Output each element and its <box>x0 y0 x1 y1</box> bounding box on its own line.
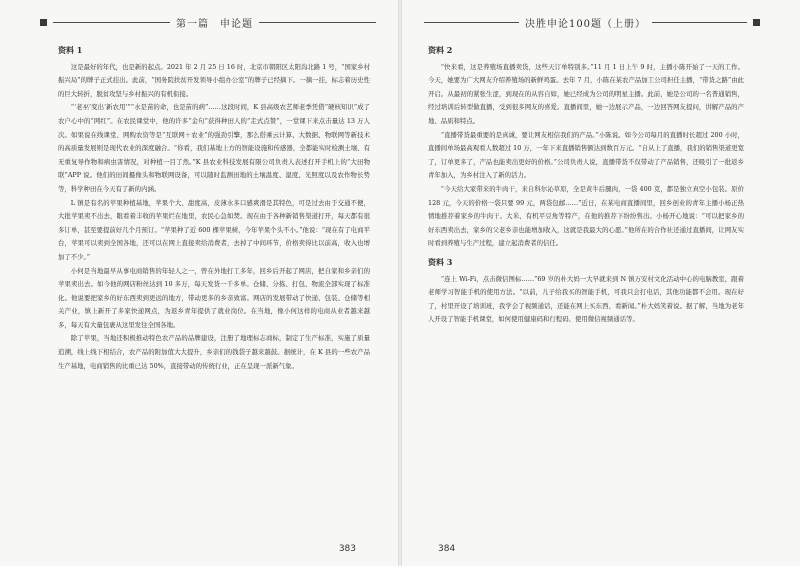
paragraph: “直播带货最重要的是真诚，要让网友相信我们的产品。”小陈说。如今公司每月的直播时长超过 200 小时，直播间单场最高观看人数超过 10 万，一年下来直播销售额达到数百万元。“自从上了直播，我们的销售渠道更宽了，订单更多了，产品也能卖出更好的价格。”公司负责人说，直播带货不仅带动了产品销售，还吸引了一批返乡青年加入，为乡村注入了新的活力。 <box>428 130 744 180</box>
header-part-title: 第一篇 申论题 <box>176 18 253 30</box>
square-bullet-icon <box>40 19 47 26</box>
paragraph: 这是最好的年代，也是新的起点。2021 年 2 月 25 日 16 时，北京市朝阳区太阳沟北路 1 号，“国家乡村振兴局”的牌子正式挂出。此前，“国务院扶贫开发领导小组办公室”的牌子已经摘下。一摘一挂，标志着历史性的巨大转折，脱贫攻坚与乡村振兴的有机衔接。 <box>58 62 370 98</box>
right-page-body <box>428 44 744 327</box>
material-2-heading: 资料 2 <box>428 45 453 55</box>
paragraph: “连上 Wi-Fi，点击微信图标……”69 岁的朴大妈一大早就来到 N 镇万安村文化活动中心的电脑教室，跟着老师学习智能手机的使用方法。“以前，儿子给我买的智能手机，可我只会打电话，其他功能都不会用。现在好了，村里开设了培训班，我学会了视频通话，还能在网上买东西、看新闻。”朴大妈笑着说。据了解，当地为老年人开设了智能手机课堂，如何使用健康码和行程码、使用微信视频通话等。 <box>428 274 744 324</box>
header-rule <box>53 22 170 23</box>
square-bullet-icon <box>753 19 760 26</box>
paragraph: 除了苹果，当地还积极推动特色农产品的品牌建设，注册了地理标志商标，制定了生产标准，实施了质量追溯，线上线下相结合，农产品的附加值大大提升，乡亲们的钱袋子越来越鼓。据统计，在 K 县的一些农产品生产基地，电商销售的比重已达 50%，直接带动的传统行业，正在呈现一派新气象。 <box>58 334 370 370</box>
left-running-header <box>40 14 382 30</box>
paragraph: “今天给大家带来的牛肉干，来自科尔沁草原，全是黄牛后腿肉，一袋 400 克，都是独立真空小包装。原价 128 元，今天的价格一袋只要 99 元，两袋包邮……”近日，在某电商直播间里，回乡创业的青年主播小杨正热情地推荐着家乡的牛肉干。大米、有机平豆角等特产，在他的推荐下纷纷售出。小杨开心地说：“可以把家乡的好东西卖出去，家乡的父老乡亲也能增加收入，这就是我最大的心愿。”他所在的合作社还通过直播间，让网友实时看到养殖与生产过程，建立起消费者的信任。 <box>428 184 744 248</box>
material-3-heading: 资料 3 <box>428 256 453 267</box>
header-book-title: 决胜申论100题（上册） <box>524 18 647 30</box>
right-running-header <box>418 14 760 30</box>
left-page-body <box>58 44 370 373</box>
paragraph: “‘老巫’变出‘新农用’”“水是苗的命，也是苗的病”……这段时间，K 县高级农艺师老季凭借“硬核知识”成了农户心中的“网红”。在农民课堂中，他的许多“金句”获得种田人的“走式点赞”，一堂课下来点击量达 13 万人次。如果说在线课堂、网购农资等是“互联网＋农业”的强劲引擎，那么搭乘云计算、大数据、物联网等新技术的高质量发展则是现代农业的深度融合。“你看，我们基地上方的智能设施和传感器，全都能实时检测土壤、有无重复导作物和病虫害情况，对种植一目了然。”K 县农业科技发展有限公司负责人表述打开手机上的“大田物联”APP 说。他们的田间摄像头和物联网设备，可以随时监测田地的土壤温度、湿度、光照度以及农作物长势等，科学种田在今天有了新的内涵。 <box>58 103 370 193</box>
header-rule <box>424 22 519 23</box>
page-number: 383 <box>338 544 356 554</box>
right-page <box>400 0 800 566</box>
page-number: 384 <box>438 544 456 554</box>
paragraph: L 镇是有名的苹果种植基地，苹果个大、甜度高，皮薄水多口感爽滑是其特色，可是过去由于交通不便，大批苹果卖不出去，眼看着丰收的苹果烂在地里，农民心急如焚。现在由于各种新销售渠道打开，每天都有很多订单，甚至要提前好几个月预订。“苹果种了近 600 棵苹果树，今年苹果个头不小。”他说：“现在有了电商平台，苹果可以卖到全国各地，还可以在网上直接卖给消费者，去掉了中间环节，价格卖得比以前高，收入也增加了不少。” <box>58 198 370 261</box>
paragraph: “快来看，这是养殖场直播卖货，这些天订单特别多。”11 月 1 日上午 9 时，主播小陈开始了一天的工作。今天，她要为广大网友介绍养殖场的新鲜鸡蛋。去年 7 月，小陈在某农产品加工公司担任主播，“带货之路”由此开启。从最初的紧张生涩，到现在的从容自如，她已经成为公司的明星主播。此前，她是公司的一名普通销售，经过培训后转型做直播，受到很多网友的喜爱。直播间里，她一边展示产品，一边回答网友提问，讲解产品的产地、品质和特点。 <box>428 62 744 125</box>
header-rule <box>259 22 376 23</box>
header-rule <box>652 22 747 23</box>
material-1-heading: 资料 1 <box>58 45 83 55</box>
paragraph: 小何是当地最早从事电商销售的年轻人之一，曾在外地打工多年，回乡后开起了网店，把自家和乡亲们的苹果卖出去。如今他的网店粉丝达到 10 多万，每天发货一千多单。仓储、分拣、打包、物流全部实现了标准化。他说要把家乡的好东西卖到更远的地方，带动更多的乡亲致富。网店的发展带动了快递、包装、仓储等相关产业，镇上新开了多家快递网点，为返乡青年提供了就业岗位。在当地，像小何这样的电商从业者越来越多，每天有大量包裹从这里发往全国各地。 <box>58 266 370 329</box>
